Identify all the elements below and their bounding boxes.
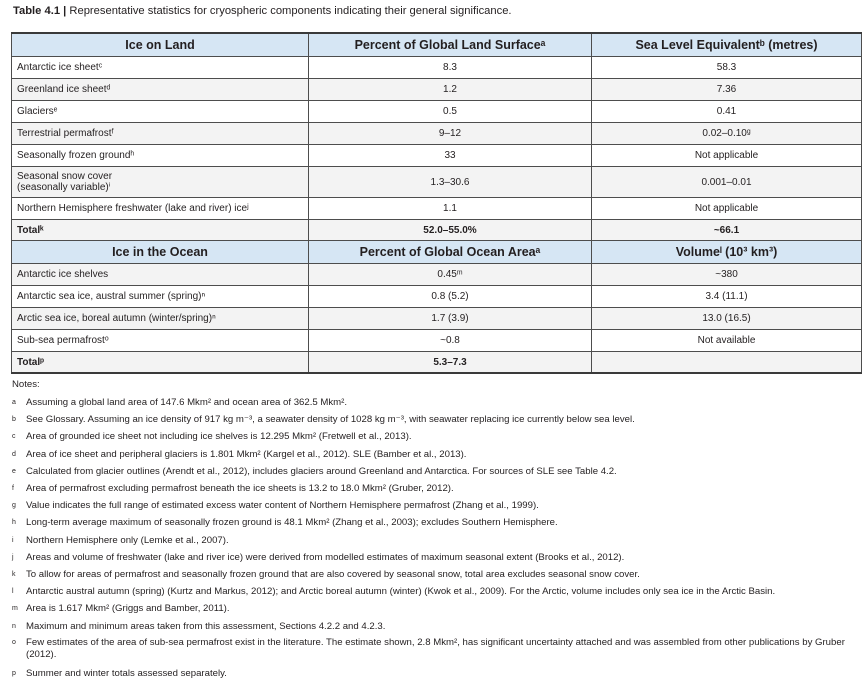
header-ice-on-land: Ice on Land	[12, 33, 309, 57]
footnote-key: e	[12, 467, 16, 475]
table-row	[12, 308, 862, 330]
footnote	[12, 428, 862, 445]
row-name-line1: Seasonal snow cover	[17, 171, 113, 182]
table-title: Representative statistics for cryospheric components indicating their general significance.	[66, 5, 512, 17]
footnote-text: Area of permafrost excluding permafrost beneath the ice sheets is 13.2 to 18.0 Mkm² (Gruber, 2012).	[26, 483, 454, 495]
row-name: Northern Hemisphere freshwater (lake and river) iceʲ	[12, 198, 309, 220]
footnote	[12, 566, 862, 583]
row-percent: 33	[309, 145, 592, 167]
row-percent: 0.5	[309, 101, 592, 123]
total-label: Totalᵏ	[12, 220, 309, 241]
row-name: Antarctic ice shelves	[12, 264, 309, 286]
row-sle: 0.41	[592, 101, 862, 123]
row-sle: 7.36	[592, 79, 862, 101]
row-sle: 0.001–0.01	[592, 167, 862, 198]
table-row	[12, 167, 862, 198]
row-percent: 8.3	[309, 57, 592, 79]
table-row	[12, 264, 862, 286]
footnote-text: Few estimates of the area of sub-sea permafrost exist in the literature. The estimate shown, 2.8 Mkm², has significant uncertainty attached and was assembled from other publications by Gruber (2012).	[26, 636, 845, 660]
row-name-line2: (seasonally variable)ⁱ	[17, 182, 111, 193]
row-percent: 0.45ᵐ	[309, 264, 592, 286]
row-percent: 1.3–30.6	[309, 167, 592, 198]
footnote-text: Maximum and minimum areas taken from this assessment, Sections 4.2.2 and 4.2.3.	[26, 620, 386, 632]
footnote-text: Value indicates the full range of estimated excess water content of Northern Hemisphere permafrost (Zhang et al., 1999).	[26, 500, 539, 512]
footnote-key: a	[12, 399, 16, 406]
footnote-key: d	[12, 450, 16, 458]
footnote-key: n	[12, 622, 16, 630]
footnote-text: Calculated from glacier outlines (Arendt et al., 2012), includes glaciers around Greenland and Antarctica. For sources of SLE see Table 4.2.	[26, 465, 617, 477]
table-row	[12, 123, 862, 145]
row-sle: Not applicable	[592, 198, 862, 220]
footnote	[12, 665, 862, 682]
footnote	[12, 480, 862, 497]
row-name: Antarctic ice sheetᶜ	[12, 57, 309, 79]
footnote-text: See Glossary. Assuming an ice density of 917 kg m⁻³, a seawater density of 1028 kg m⁻³, with seawater replacing ice currently below sea level.	[26, 414, 635, 426]
total-percent: 52.0–55.0%	[309, 220, 592, 241]
footnote-key: k	[12, 571, 16, 579]
row-volume: ~380	[592, 264, 862, 286]
header-ocean-percent: Percent of Global Ocean Areaᵃ	[309, 241, 592, 264]
footnote-text: Assuming a global land area of 147.6 Mkm² and ocean area of 362.5 Mkm².	[26, 397, 348, 408]
row-percent: 0.8 (5.2)	[309, 286, 592, 308]
footnote-text: Northern Hemisphere only (Lemke et al., 2007).	[26, 534, 229, 546]
header-land-percent: Percent of Global Land Surfaceᵃ	[309, 33, 592, 57]
footnote	[12, 618, 862, 635]
row-name: Seasonally frozen groundʰ	[12, 145, 309, 167]
row-sle: Not applicable	[592, 145, 862, 167]
footnote	[12, 532, 862, 549]
row-sle: 58.3	[592, 57, 862, 79]
row-name: Arctic sea ice, boreal autumn (winter/spring)ⁿ	[12, 308, 309, 330]
footnote-key: f	[12, 485, 14, 493]
cryosphere-table	[11, 32, 862, 374]
footnote-key: b	[12, 416, 16, 424]
footnote-text: Long-term average maximum of seasonally frozen ground is 48.1 Mkm² (Zhang et al., 2003); excludes Southern Hemisphere.	[26, 517, 558, 529]
row-name	[12, 167, 309, 198]
table-caption	[13, 5, 512, 17]
footnote-text: To allow for areas of permafrost and seasonally frozen ground that are also covered by seasonal snow, total area excludes seasonal snow cover.	[26, 569, 640, 581]
footnote-text: Area is 1.617 Mkm² (Griggs and Bamber, 2011).	[26, 603, 230, 615]
row-name: Sub-sea permafrostᵒ	[12, 330, 309, 352]
table-row	[12, 330, 862, 352]
footnote	[12, 583, 862, 600]
footnote-key: g	[12, 502, 16, 510]
footnote-text: Area of grounded ice sheet not including ice shelves is 12.295 Mkm² (Fretwell et al., 2013).	[26, 431, 412, 443]
footnote-key: j	[12, 553, 14, 561]
ocean-header-row	[12, 241, 862, 264]
row-percent: ~0.8	[309, 330, 592, 352]
row-sle: 0.02–0.10ᵍ	[592, 123, 862, 145]
row-name: Greenland ice sheetᵈ	[12, 79, 309, 101]
footnote	[12, 514, 862, 531]
footnote	[12, 394, 862, 411]
footnote-text: Areas and volume of freshwater (lake and river ice) were derived from modelled estimates of maximum seasonal extent (Brooks et al., 2012).	[26, 551, 625, 563]
total-sle: ~66.1	[592, 220, 862, 241]
ocean-total-row	[12, 352, 862, 374]
footnote-key: l	[12, 588, 14, 596]
table-row	[12, 198, 862, 220]
total-percent: 5.3–7.3	[309, 352, 592, 374]
footnote	[12, 446, 862, 463]
footnote-key: i	[12, 536, 14, 544]
footnote	[12, 600, 862, 617]
land-total-row	[12, 220, 862, 241]
footnote-key: o	[12, 638, 16, 646]
row-percent: 1.1	[309, 198, 592, 220]
footnote	[12, 497, 862, 514]
row-name: Terrestrial permafrostᶠ	[12, 123, 309, 145]
notes-title: Notes:	[12, 379, 40, 390]
row-name: Antarctic sea ice, austral summer (spring)ⁿ	[12, 286, 309, 308]
header-ice-in-ocean: Ice in the Ocean	[12, 241, 309, 264]
row-volume: 3.4 (11.1)	[592, 286, 862, 308]
row-percent: 1.2	[309, 79, 592, 101]
footnote-key: p	[12, 669, 16, 677]
footnote-key: h	[12, 519, 16, 527]
row-volume: Not available	[592, 330, 862, 352]
table-row	[12, 145, 862, 167]
footnote-text: Summer and winter totals assessed separately.	[26, 667, 227, 679]
footnote	[12, 463, 862, 480]
row-percent: 1.7 (3.9)	[309, 308, 592, 330]
footnote	[12, 411, 862, 428]
footnote-text: Area of ice sheet and peripheral glaciers is 1.801 Mkm² (Kargel et al., 2012). SLE (Bamber et al., 2013).	[26, 448, 467, 460]
header-volume: Volumeˡ (10³ km³)	[592, 241, 862, 264]
footnote	[12, 637, 862, 661]
row-name: Glaciersᵉ	[12, 101, 309, 123]
table-notes	[12, 379, 862, 682]
total-volume	[592, 352, 862, 374]
table-row	[12, 286, 862, 308]
table-row	[12, 79, 862, 101]
footnote-key: m	[12, 605, 18, 613]
footnote-text: Antarctic austral autumn (spring) (Kurtz and Markus, 2012); and Arctic boreal autumn (winter) (Kwok et al., 2009). For the Arctic, volume includes only sea ice in the Arctic Basin.	[26, 586, 776, 598]
row-volume: 13.0 (16.5)	[592, 308, 862, 330]
land-header-row	[12, 33, 862, 57]
total-label: Totalᵖ	[12, 352, 309, 374]
header-sea-level: Sea Level Equivalentᵇ (metres)	[592, 33, 862, 57]
row-percent: 9–12	[309, 123, 592, 145]
footnote	[12, 549, 862, 566]
table-row	[12, 101, 862, 123]
footnote-key: c	[12, 433, 16, 441]
table-label: Table 4.1 |	[13, 5, 67, 17]
table-row	[12, 57, 862, 79]
